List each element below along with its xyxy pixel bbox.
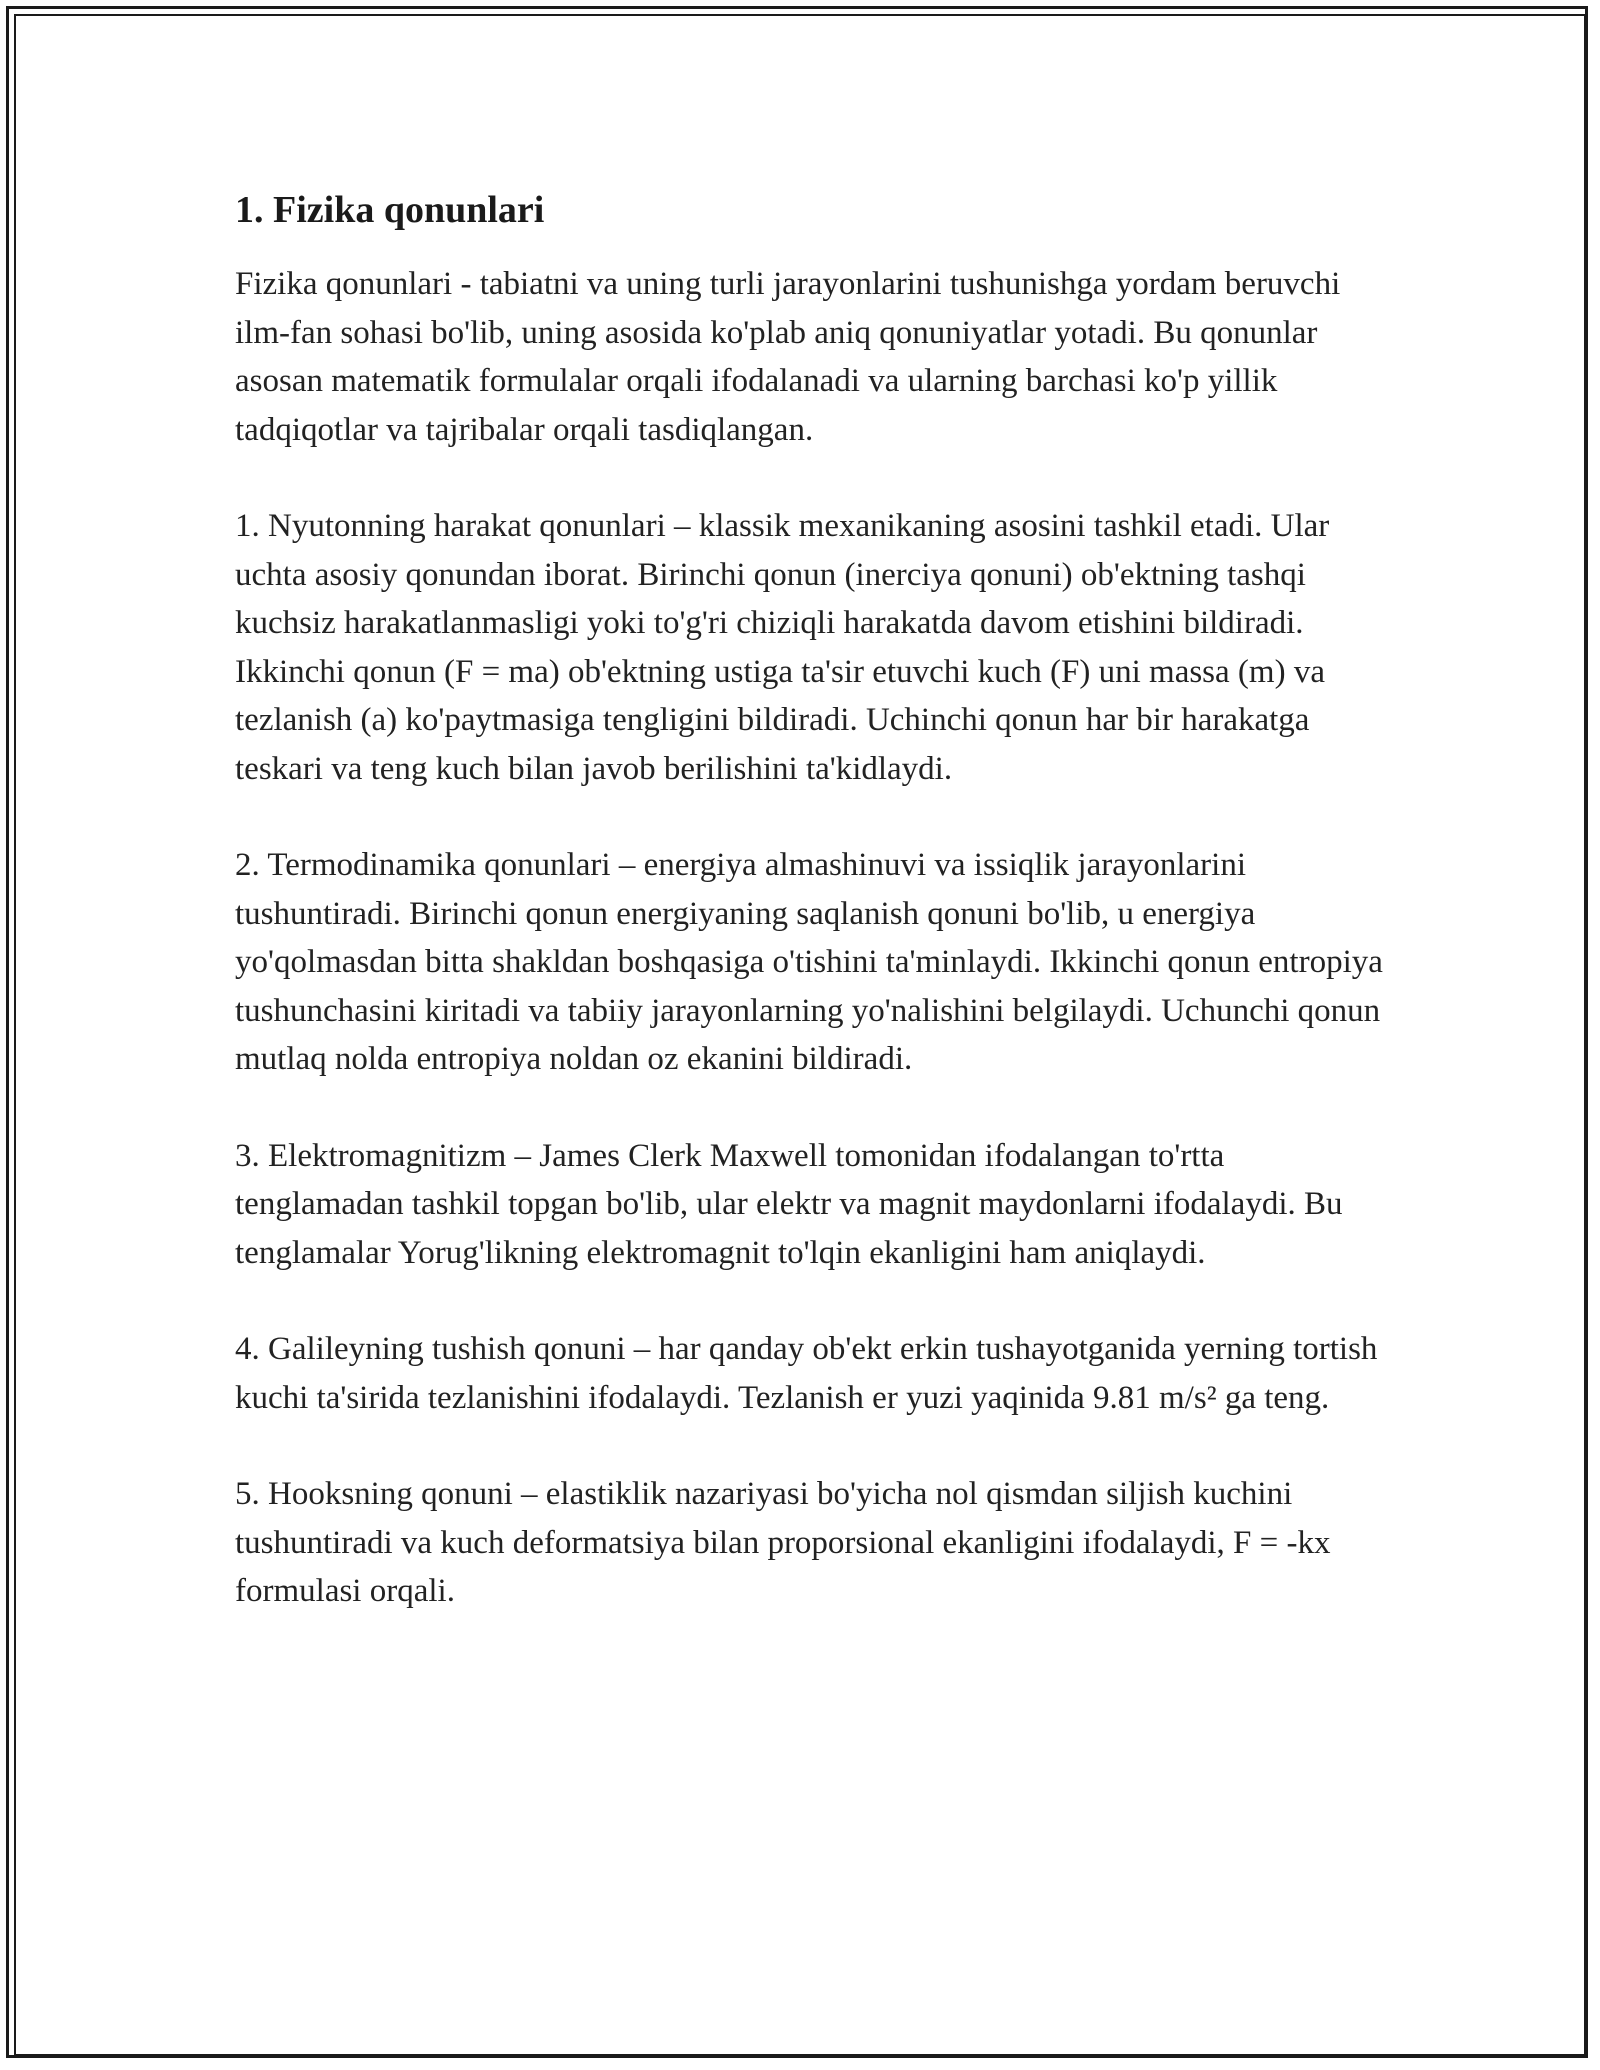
newton-laws-paragraph: 1. Nyutonning harakat qonunlari – klassik mexanikaning asosini tashkil etadi. Ular uchta asosiy qonundan iborat. Birinchi qonun (inerciya qonuni) ob'ektning tashqi kuchsiz harakatlanmasligi yoki to'g'ri chiziqli harakatda davom etishini bildiradi. Ikkinchi qonun (F = ma) ob'ektning ustiga ta'sir etuvchi kuch (F) uni massa (m) va tezlanish (a) ko'paytmasiga tengligini bildiradi. Uchinchi qonun har bir harakatga teskari va teng kuch bilan javob berilishini ta'kidlaydi. bbox=[235, 508, 1330, 787]
thermodynamics-paragraph: 2. Termodinamika qonunlari – energiya almashinuvi va issiqlik jarayonlarini tushuntiradi. Birinchi qonun energiyaning saqlanish qonuni bo'lib, u energiya yo'qolmasdan bitta shakldan boshqasiga o'tishini ta'minlaydi. Ikkinchi qonun entropiya tushunchasini kiritadi va tabiiy jarayonlarning yo'nalishini belgilaydi. Uchunchi qonun mutlaq nolda entropiya noldan oz ekanini bildiradi. bbox=[235, 847, 1383, 1077]
galileo-law-paragraph: 4. Galileyning tushish qonuni – har qanday ob'ekt erkin tushayotganida yerning tortish kuchi ta'sirida tezlanishini ifodalaydi. Tezlanish er yuzi yaqinida 9.81 m/s² ga teng. bbox=[235, 1331, 1378, 1416]
document-body bbox=[235, 186, 1385, 1664]
electromagnetism-paragraph: 3. Elektromagnitizm – James Clerk Maxwell tomonidan ifodalangan to'rtta tenglamadan tashkil topgan bo'lib, ular elektr va magnit maydonlarni ifodalaydi. Bu tenglamalar Yorug'likning elektromagnit to'lqin ekanligini ham aniqlaydi. bbox=[235, 1137, 1343, 1271]
document-title: 1. Fizika qonunlari bbox=[235, 189, 545, 231]
hooke-law-paragraph: 5. Hooksning qonuni – elastiklik nazariyasi bo'yicha nol qismdan siljish kuchini tushuntiradi va kuch deformatsiya bilan proporsional ekanligini ifodalaydi, F = -kx formulasi orqali. bbox=[235, 1476, 1331, 1609]
intro-paragraph: Fizika qonunlari - tabiatni va uning turli jarayonlarini tushunishga yordam beruvchi ilm-fan sohasi bo'lib, uning asosida ko'plab aniq qonuniyatlar yotadi. Bu qonunlar asosan matematik formulalar orqali ifodalanadi va ularning barchasi ko'p yillik tadqiqotlar va tajribalar orqali tasdiqlangan. bbox=[235, 266, 1341, 448]
